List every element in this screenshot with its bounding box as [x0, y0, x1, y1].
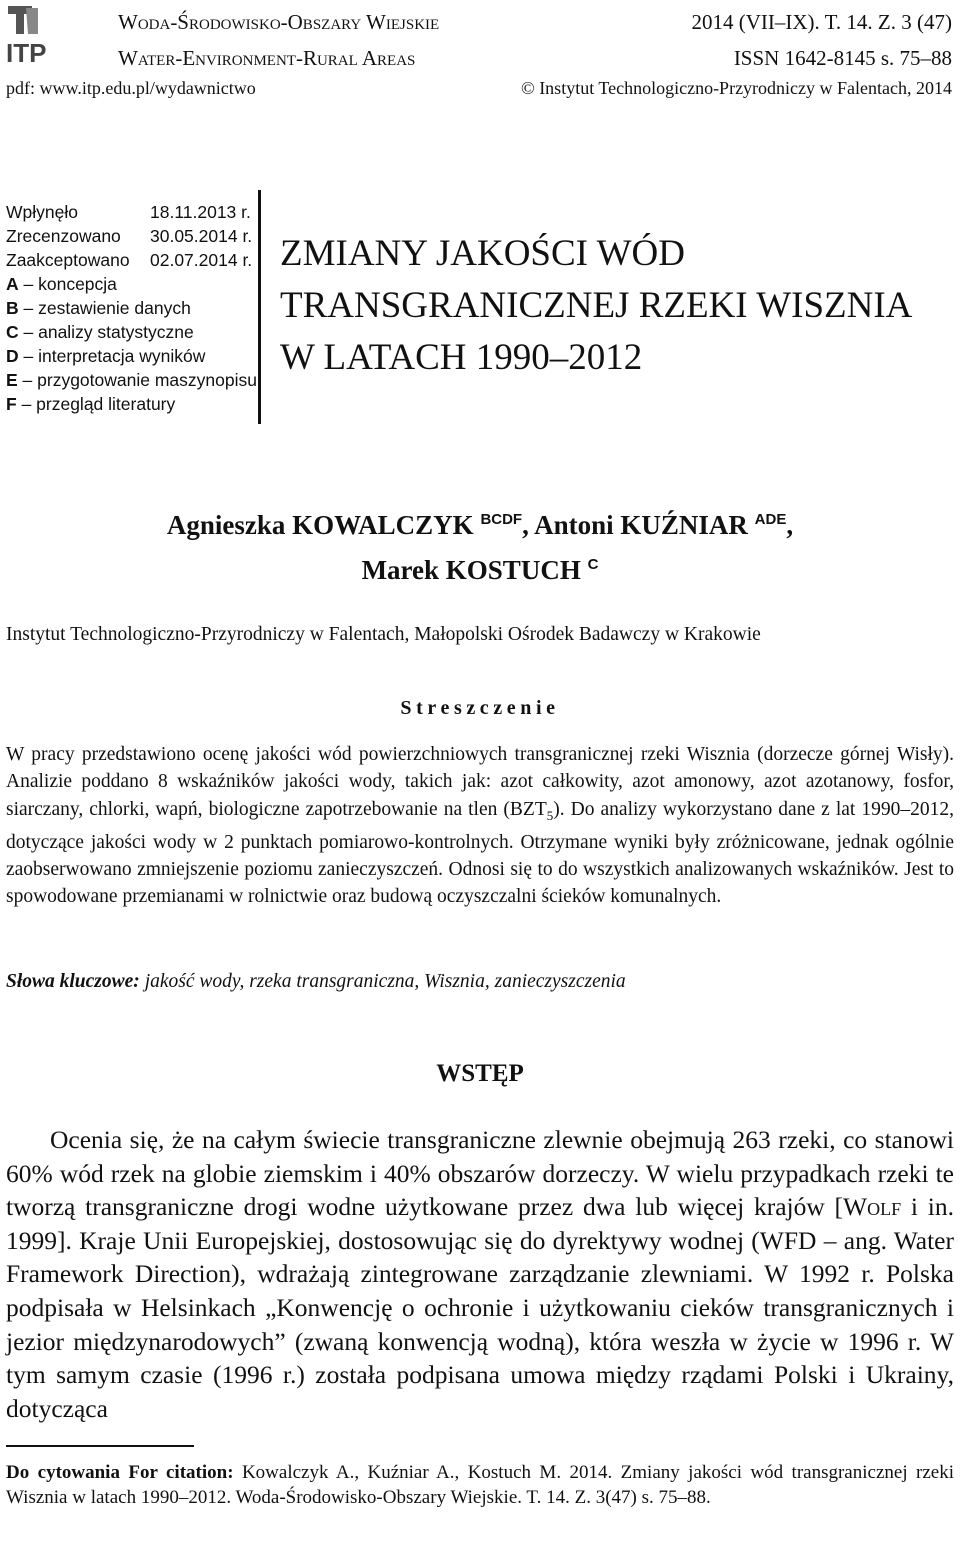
issue-info: 2014 (VII–IX). T. 14. Z. 3 (47) — [691, 10, 952, 34]
authors-line-2 — [0, 545, 960, 590]
role-key: A — [6, 274, 19, 294]
body-paragraph — [6, 1123, 954, 1425]
author-name: Antoni KUŹNIAR — [534, 510, 748, 540]
author-name: Marek KOSTUCH — [361, 555, 581, 585]
affiliation: Instytut Technologiczno-Przyrodniczy w Falentach, Małopolski Ośrodek Badawczy w Krakowie — [6, 624, 761, 645]
title-line-1: ZMIANY JAKOŚCI WÓD — [280, 233, 685, 274]
citation-label: Do cytowania For citation: — [6, 1462, 234, 1483]
author-roles: C — [587, 556, 599, 573]
vertical-divider — [258, 190, 261, 424]
role-item — [6, 296, 257, 320]
issn-pages: ISSN 1642-8145 s. 75–88 — [733, 46, 952, 70]
date-label: Zrecenzowano — [6, 226, 121, 246]
dates-block — [6, 200, 252, 272]
role-item — [6, 344, 257, 368]
date-value: 30.05.2014 r. — [150, 226, 253, 246]
role-item — [6, 392, 257, 416]
abstract-subscript: 5 — [546, 807, 554, 823]
role-item — [6, 368, 257, 392]
role-key: E — [6, 370, 18, 390]
role-text: – interpretacja wyników — [18, 346, 206, 366]
body-part-1: Ocenia się, że na całym świecie transgraniczne zlewnie obejmują 263 rzeki, co stanowi 60% wód rzek na globie ziemskim i 40% obszarów dorzeczy. W wielu przypadkach rzeki te tworzą transgraniczne drogi wodne użytkowane przez dwa lub więcej krajów [ — [6, 1125, 954, 1222]
date-label: Zaakceptowano — [6, 250, 130, 270]
date-accepted-row — [6, 248, 252, 272]
journal-title-pl: Woda-Środowisko-Obszary Wiejskie — [118, 10, 440, 34]
role-key: D — [6, 346, 19, 366]
role-text: – przygotowanie maszynopisu — [17, 370, 257, 390]
footnote-rule — [6, 1445, 194, 1447]
role-item — [6, 320, 257, 344]
date-value: 18.11.2013 r. — [150, 202, 251, 222]
keywords-label: Słowa kluczowe: — [6, 971, 140, 992]
title-line-3: W LATACH 1990–2012 — [280, 337, 643, 378]
citation-footnote — [6, 1460, 954, 1510]
section-heading: WSTĘP — [436, 1060, 524, 1087]
abstract-part-1: W pracy przedstawiono ocenę jakości wód powierzchniowych transgranicznej rzeki Wisznia (dorzecze górnej Wisły). Analizie poddano 8 wskaźników jakości wody, takich jak: azot całkowity, azot amonowy, azot azotanowy, fosfor, siarczany, chlorki, wapń, biologiczne zapotrzebowanie na tlen (BZT — [6, 744, 954, 820]
role-key: B — [6, 298, 19, 318]
article-title — [280, 228, 912, 384]
journal-title-en: Water-Environment-Rural Areas — [118, 46, 416, 70]
authors-block — [0, 500, 960, 590]
author-roles: BCDF — [480, 511, 523, 528]
date-received-row — [6, 200, 252, 224]
body-citation-author: Wolf — [843, 1192, 902, 1222]
role-text: – zestawienie danych — [18, 298, 191, 318]
keywords-text: jakość wody, rzeka transgraniczna, Wisznia, zanieczyszczenia — [144, 971, 626, 992]
roles-legend — [6, 272, 257, 416]
body-part-2: i in. 1999]. Kraje Unii Europejskiej, dostosowując się do dyrektywy wodnej (WFD – ang. Water Framework Direction), wdrażają zintegrowane zarządzanie zlewniami. W 1992 r. Polska podpisała w Helsinkach „Konwencję o ochronie i użytkowaniu cieków transgranicznych i jezior międzynarodowych” (zwaną konwencją wodną), która weszła w życie w 1996 r. W tym samym czasie (1996 r.) została podpisana umowa między rządami Polski i Ukrainy, dotycząca — [6, 1192, 954, 1423]
role-key: C — [6, 322, 19, 342]
itp-logo — [6, 4, 88, 66]
authors-line-1: Agnieszka KOWALCZYK $^{BCDF}$, Antoni KUŹNIAR $^{ADE}$, — [166, 510, 794, 540]
role-text: – przegląd literatury — [16, 394, 176, 414]
pdf-link[interactable]: pdf: www.itp.edu.pl/wydawnictwo — [6, 78, 256, 98]
title-line-2: TRANSGRANICZNEJ RZEKI WISZNIA — [280, 285, 913, 326]
keywords-line — [6, 968, 626, 996]
role-text: – koncepcja — [18, 274, 117, 294]
role-text: – analizy statystyczne — [18, 322, 194, 342]
author-name: Agnieszka KOWALCZYK — [166, 510, 474, 540]
author-roles: ADE — [754, 511, 787, 528]
abstract-text — [6, 741, 954, 911]
role-item — [6, 272, 257, 296]
citation-text: Kowalczyk A., Kuźniar A., Kostuch M. 2014. Zmiany jakości wód transgranicznej rzeki Wisznia w latach 1990–2012. Woda-Środowisko-Obszary Wiejskie. T. 14. Z. 3(47) s. 75–88. — [6, 1462, 954, 1508]
logo-text: ITP — [6, 38, 47, 66]
date-label: Wpłynęło — [6, 202, 78, 222]
itp-logo-icon — [6, 4, 88, 66]
copyright-line: © Instytut Technologiczno-Przyrodniczy w Falentach, 2014 — [521, 78, 952, 98]
date-value: 02.07.2014 r. — [150, 250, 253, 270]
abstract-heading: Streszczenie — [400, 697, 560, 719]
abstract-part-2: ). Do analizy wykorzystano dane z lat 1990–2012, dotyczące jakości wody w 2 punktach pomiarowo-kontrolnych. Otrzymane wyniki były zróżnicowane, jednak ogólnie zaobserwowano zmniejszenie poziomu zanieczyszczeń. Odnosi się to do wszystkich analizowanych wskaźników. Jest to spowodowane przemianami w rolnictwie oraz budową oczyszczalni ścieków komunalnych. — [6, 798, 954, 908]
role-key: F — [6, 394, 17, 414]
date-reviewed-row — [6, 224, 252, 248]
